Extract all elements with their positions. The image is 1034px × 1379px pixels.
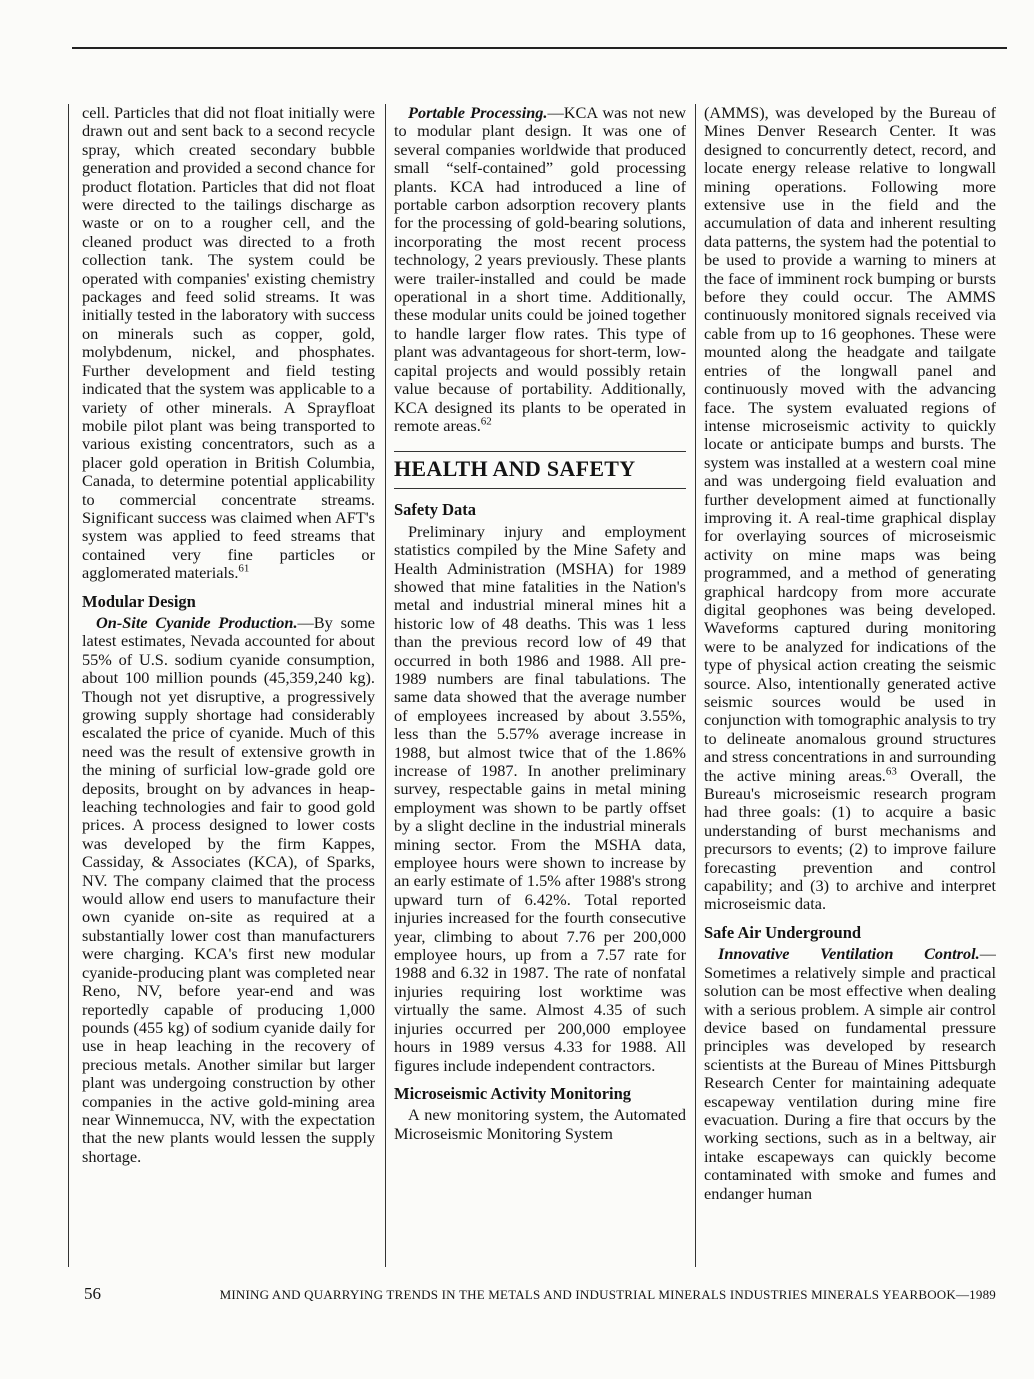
- column-3: [704, 104, 996, 1272]
- subheading-modular-design: Modular Design: [82, 591, 196, 611]
- paragraph-cyanide: On-Site Cyanide Production.—By some latest estimates, Nevada accounted for about 55% of U.S. sodium cyanide consumption, about 100 million pounds (45,359,240 kg). Though not yet disruptive, a progressively growing supply shortage had considerably escalated the price of cyanide. Much of this need was the result of extensive growth in the mining of surficial low-grade gold ore deposits, brought on by advances in heap-leaching technologies and fair to good gold prices. A process designed to lower costs was developed by the firm Kappes, Cassiday, & Associates (KCA), of Sparks, NV. The company claimed that the process would allow end users to manufacture their own cyanide on-site as required at a substantially lower cost than manufacturers were charging. KCA's first new modular cyanide-producing plant was completed near Reno, NV, before year-end and was reportedly capable of producing 1,000 pounds (455 kg) of sodium cyanide daily for use in heap leaching in the recovery of precious metals. Another similar but larger plant was undergoing construction by other companies in the active gold-mining area near Winnemucca, NV, with the expectation that the new plants would lessen the supply shortage.: [82, 612, 375, 1166]
- top-rule: [72, 47, 1007, 49]
- column-divider-left: [68, 104, 69, 1267]
- paragraph-sprayfloat: cell. Particles that did not float initially were drawn out and sent back to a second recycle spray, which created secondary bubble generation and provided a second chance for product flotation. Particles that did not float were directed to the tailings discharge as waste or on to a rougher cell, and the cleaned product was directed to a froth collection tank. The system could be operated with companies' existing chemistry packages and feed solid streams. It was initially tested in the laboratory with success on minerals such as copper, gold, molybdenum, nickel, and phosphates. Further development and field testing indicated that the system was applicable to a variety of other minerals. A Sprayfloat mobile pilot plant was being transported to various existing concentrators, such as a placer gold operation in British Columbia, Canada, to determine potential applicability to commercial concentrate streams. Significant success was claimed when AFT's system was applied to feed streams that contained very fine particles or agglomerated materials.$^{61}$: [82, 104, 375, 583]
- runin-cyanide: On-Site Cyanide Production.: [96, 612, 298, 632]
- subheading-microseismic: Microseismic Activity Monitoring: [394, 1083, 632, 1103]
- runin-portable: Portable Processing.: [408, 104, 548, 122]
- section-header: [394, 451, 686, 489]
- footnote-ref: 61: [238, 562, 250, 575]
- paragraph-amms: (AMMS), was developed by the Bureau of Mines Denver Research Center. It was designed to concurrently detect, record, and locate energy release relative to longwall mining operations. Following more extensive use in the field and the accumulation of data and inherent resulting data patterns, the system had the potential to be used to provide a warning to miners at the face of imminent rock bumping or bursts before they could occur. The AMMS continuously monitored signals received via cable from up to 16 geophones. These were mounted along the headgate and tailgate entries of the longwall panel and continuously moved with the advancing face. The system evaluated regions of intense microseismic activity to quickly locate or anticipate bumps and bursts. The system was installed at a western coal mine and was undergoing field evaluation and further development aimed at functionally improving it. A real-time graphical display for overlaying sources of microseismic activity on mine maps was being programmed, and a method of generating graphical hardcopy from more accurate digital geophones was being developed. Waveforms captured during monitoring were to be analyzed for indications of the type of physical action creating the seismic source. Also, intentionally generated active seismic sources would be used in conjunction with tomographic analysis to try to delineate anomalous ground structures and stress concentrations in and surrounding the active mining areas.$^{63}$ Overall, the Bureau's microseismic research program had three goals: (1) to acquire a basic understanding of burst mechanisms and precursors to events; (2) to improve failure forecasting prevention and control capability; and (3) to archive and interpret microseismic data.: [704, 104, 996, 914]
- paragraph-ventilation: Innovative Ventilation Control.—Sometimes a relatively simple and practical solution can be most effective when dealing with a serious problem. A simple air control device based on fundamental pressure principles was developed by research scientists at the Bureau of Mines Pittsburgh Research Center for maintaining adequate escapeway ventilation during mine fire evacuation. During a fire that occurs by the working sections, such as in a beltway, air intake escapeways can quickly become contaminated with smoke and fumes and endanger human: [704, 944, 996, 1203]
- footnote-ref: 63: [885, 765, 897, 778]
- column-divider-1: [385, 104, 386, 1267]
- paragraph-portable: Portable Processing.—KCA was not new to modular plant design. It was one of several companies worldwide that produced small “self-contained” gold processing plants. KCA had introduced a line of portable carbon adsorption recovery plants for the processing of gold-bearing solutions, incorporating the most recent process technology, 2 years previously. These plants were trailer-installed and could be made operational in a short time. Additionally, these modular units could be joined together to handle larger flow rates. This type of plant was advantageous for short-term, low-capital projects and would possibly retain value because of portability. Additionally, KCA designed its plants to be operated in remote areas.$^{62}$: [394, 104, 686, 435]
- column-divider-2: [695, 104, 696, 1267]
- running-head: MINING AND QUARRYING TRENDS IN THE METALS AND INDUSTRIAL MINERALS INDUSTRIES MINERALS YEARBOOK—1989: [219, 1287, 996, 1302]
- footnote-ref: 62: [480, 415, 492, 428]
- subheading-safe-air: Safe Air Underground: [704, 922, 862, 942]
- page-footer: [84, 1284, 996, 1304]
- paragraph-microseismic: A new monitoring system, the Automated Microseismic Monitoring System: [394, 1105, 686, 1143]
- page-number: 56: [84, 1284, 101, 1303]
- subheading-safety-data: Safety Data: [394, 500, 477, 520]
- column-2: [394, 104, 686, 1272]
- paragraph-safety: Preliminary injury and employment statistics compiled by the Mine Safety and Health Administration (MSHA) for 1989 showed that mine fatalities in the Nation's metal and industrial mineral mines hit a historic low of 48 deaths. This was 1 less than the previous record low of 49 that occurred in both 1986 and 1988. All pre-1989 numbers are final tabulations. The same data showed that the average number of employees increased by about 3.55%, less than the 5.57% average increase in 1988, but almost twice that of the 1.86% increase of 1987. In another preliminary survey, respectable gains in metal mining employment was shown to be partly offset by a slight decline in the industrial minerals mining sector. From the MSHA data, employee hours were shown to increase by an early estimate of 1.5% after 1988's strong upward turn of 6.42%. Total reported injuries increased for the fourth consecutive year, climbing to about 7.76 per 200,000 employee hours, up from a 7.57 rate for 1988 and 6.32 in 1987. The rate of nonfatal injuries requiring lost worktime was virtually the same. Almost 4.35 of such injuries occurred per 200,000 employee hours in 1989 versus 4.33 for 1988. All figures include independent contractors.: [394, 521, 686, 1075]
- section-title: HEALTH AND SAFETY: [394, 456, 636, 482]
- column-1: [82, 104, 375, 1272]
- runin-ventilation: Innovative Ventilation Control.: [718, 944, 980, 964]
